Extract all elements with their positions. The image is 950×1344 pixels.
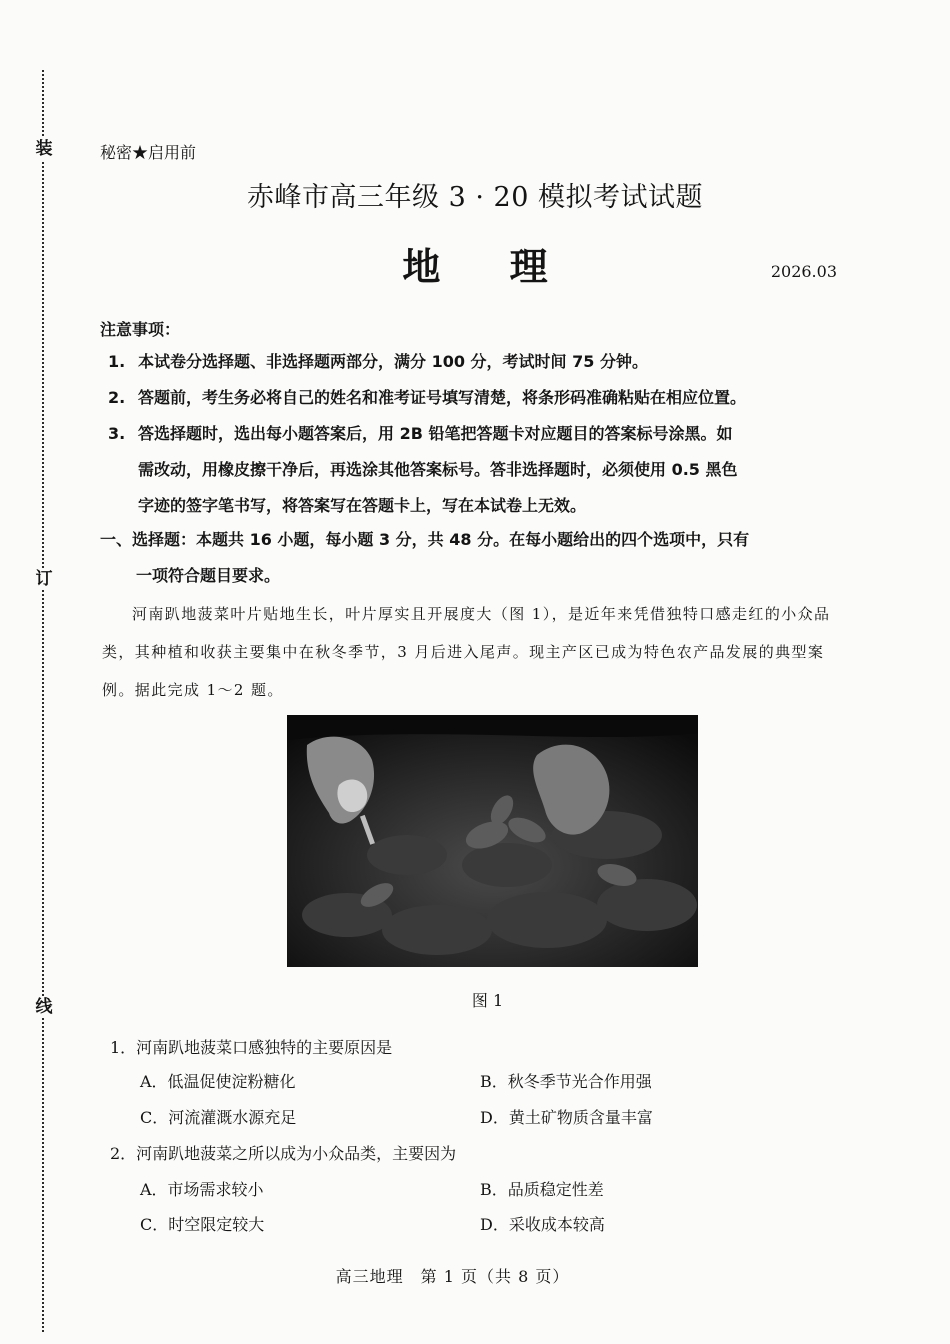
figure-caption: 图 1: [471, 991, 504, 1010]
question-1-stem: 1．河南趴地菠菜口感独特的主要原因是: [110, 1038, 393, 1057]
question-1-option-d: D．黄土矿物质含量丰富: [480, 1108, 653, 1127]
section-heading: [100, 522, 845, 594]
figure-spinach-photo: [287, 715, 698, 967]
notice-item-text: 字迹的签字笔书写，将答案写在答题卡上，写在本试卷上无效。: [138, 496, 587, 515]
question-1-option-c: C．河流灌溉水源充足: [140, 1108, 297, 1127]
exam-title: 赤峰市高三年级 3 · 20 模拟考试试题: [247, 182, 703, 213]
notice-item-text: 答题前，考生务必将自己的姓名和准考证号填写清楚，将条形码准确粘贴在相应位置。: [138, 388, 747, 407]
question-1-option-b: B．秋冬季节光合作用强: [480, 1072, 652, 1091]
notice-item-number: 1.: [108, 352, 126, 371]
subject-title: 地 理: [402, 245, 576, 289]
secret-label: 秘密★启用前: [100, 143, 197, 162]
notice-item-number: 2.: [108, 388, 126, 407]
question-2-option-d: D．采收成本较高: [480, 1215, 605, 1234]
notice-title: 注意事项：: [100, 320, 181, 339]
binding-mark-ding: 订: [33, 568, 55, 590]
reading-passage: 河南趴地菠菜叶片贴地生长，叶片厚实且开展度大（图 1），是近年来凭借独特口感走红的小众品类，其种植和收获主要集中在秋冬季节，3 月后进入尾声。现主产区已成为特色农产品发展的典型案例。据此完成 1～2 题。: [102, 605, 831, 699]
notice-item-1: [108, 344, 848, 380]
page-footer: 高三地理 第 1 页（共 8 页）: [335, 1267, 570, 1286]
notice-item-text: 答选择题时，选出每小题答案后，用 2B 铅笔把答题卡对应题目的答案标号涂黑。如: [138, 424, 733, 443]
notice-item-text: 本试卷分选择题、非选择题两部分，满分 100 分，考试时间 75 分钟。: [138, 352, 648, 371]
question-2-option-b: B．品质稳定性差: [480, 1180, 604, 1199]
question-2-stem: 2．河南趴地菠菜之所以成为小众品类，主要因为: [110, 1144, 457, 1163]
notice-item-number: 3.: [108, 424, 126, 443]
notice-item-text: 需改动，用橡皮擦干净后，再选涂其他答案标号。答非选择题时，必须使用 0.5 黑色: [138, 460, 738, 479]
exam-date: 2026.03: [770, 262, 837, 281]
question-2-option-c: C．时空限定较大: [140, 1215, 265, 1234]
notice-item-2: [108, 380, 848, 416]
question-1-option-a: A．低温促使淀粉糖化: [140, 1072, 296, 1091]
question-2-option-a: A．市场需求较小: [140, 1180, 264, 1199]
spinach-harvest-illustration: [287, 715, 698, 967]
binding-mark-zhuang: 装: [33, 138, 55, 160]
binding-mark-xian: 线: [33, 996, 55, 1018]
section-heading-line-2: 一项符合题目要求。: [136, 566, 281, 585]
section-heading-line-1: 一、选择题：本题共 16 小题，每小题 3 分，共 48 分。在每小题给出的四个选项中，只有: [100, 530, 750, 549]
notice-item-3: [108, 416, 848, 524]
